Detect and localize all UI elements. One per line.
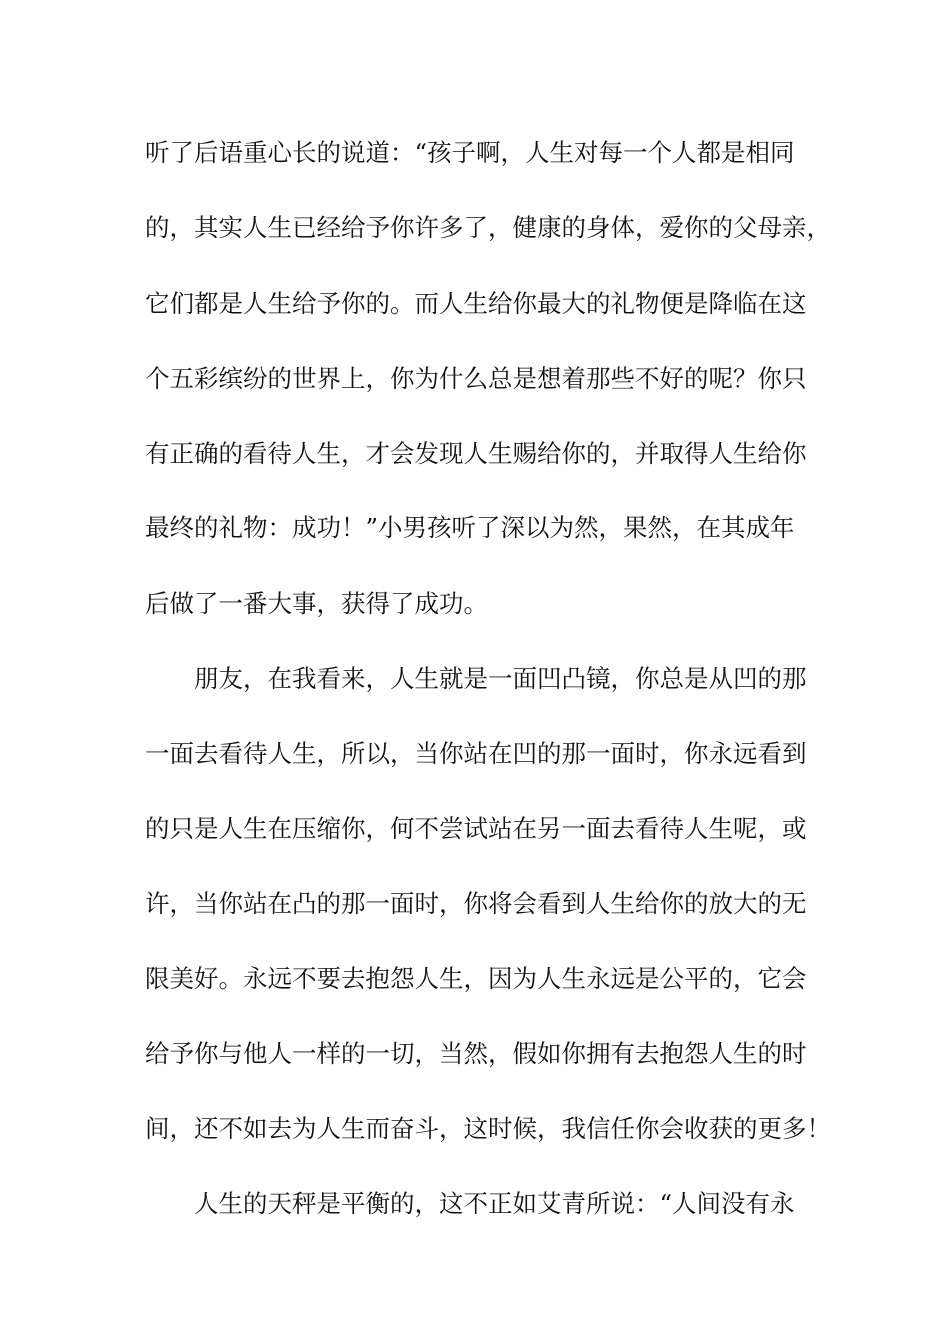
- text-line: 最终的礼物：成功！”小男孩听了深以为然，果然，在其成年: [145, 513, 795, 542]
- text-line: 后做了一番大事，获得了成功。: [145, 589, 488, 618]
- text-line: 的，其实人生已经给予你许多了，健康的身体，爱你的父母亲，: [145, 213, 831, 242]
- text-line: 个五彩缤纷的世界上，你为什么总是想着那些不好的呢？你只: [145, 364, 807, 393]
- text-line: 限美好。永远不要去抱怨人生，因为人生永远是公平的，它会: [145, 964, 807, 993]
- text-line: 间，还不如去为人生而奋斗，这时候，我信任你会收获的更多！: [145, 1114, 831, 1143]
- text-line: 人生的天秤是平衡的，这不正如艾青所说：“人间没有永: [194, 1189, 795, 1218]
- text-line: 朋友，在我看来，人生就是一面凹凸镜，你总是从凹的那: [194, 664, 807, 693]
- text-line: 有正确的看待人生，才会发现人生赐给你的，并取得人生给你: [145, 439, 807, 468]
- text-line: 给予你与他人一样的一切，当然，假如你拥有去抱怨人生的时: [145, 1039, 807, 1068]
- text-line: 的只是人生在压缩你，何不尝试站在另一面去看待人生呢，或: [145, 814, 807, 843]
- text-line: 它们都是人生给予你的。而人生给你最大的礼物便是降临在这: [145, 289, 807, 318]
- text-line: 许，当你站在凸的那一面时，你将会看到人生给你的放大的无: [145, 889, 807, 918]
- text-line: 听了后语重心长的说道：“孩子啊，人生对每一个人都是相同: [145, 138, 795, 167]
- text-line: 一面去看待人生，所以，当你站在凹的那一面时，你永远看到: [145, 739, 807, 768]
